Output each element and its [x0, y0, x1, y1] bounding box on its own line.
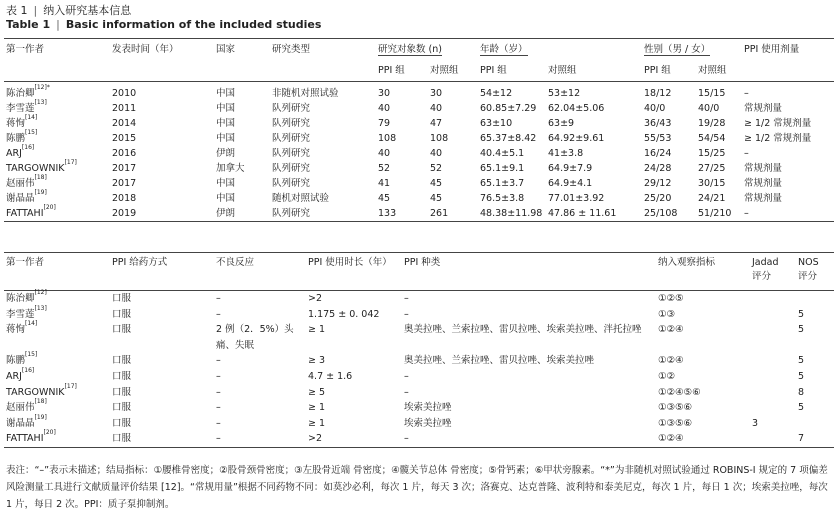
cell-route: 口服 [112, 293, 132, 304]
cell-route: 口服 [112, 308, 132, 320]
cell-route: 口服 [112, 386, 132, 398]
cell-n-ppi: 40 [378, 103, 391, 114]
cell-study-type: 队列研究 [272, 118, 311, 129]
cell-author: TARGOWNIK[17] [6, 382, 77, 398]
cell-sex-control: 15/15 [698, 88, 726, 99]
cell-study-type: 随机对照试验 [272, 193, 330, 204]
cell-author: 陈治卿[12] [6, 289, 47, 304]
cell-year: 2015 [112, 133, 137, 144]
cell-jadad [750, 400, 796, 416]
cell-age-ppi: 63±10 [480, 118, 513, 129]
cell-n-ppi: 45 [378, 193, 391, 204]
header-jadad: Jadad 评分 [752, 257, 779, 282]
cell-country: 伊朗 [216, 208, 236, 219]
cell-nos: 7 [798, 433, 805, 445]
cell-jadad [750, 369, 796, 385]
cell-duration: ≥ 1 [308, 324, 326, 336]
cell-study-type: 队列研究 [272, 133, 311, 144]
cell-author: 赵丽伟[18] [6, 398, 47, 414]
cell-outcome: ①②④ [658, 433, 684, 445]
cell-dose: ≥ 1/2 常规剂量 [744, 133, 812, 144]
table-row [4, 161, 834, 176]
table-label-en: Table 1 [6, 18, 51, 31]
cell-n-control: 30 [430, 88, 443, 99]
cell-country: 中国 [216, 178, 236, 189]
cell-route: 口服 [112, 417, 132, 429]
cell-year: 2011 [112, 103, 137, 114]
cell-jadad [750, 353, 796, 369]
cell-jadad [750, 431, 796, 447]
cell-n-ppi: 108 [378, 133, 397, 144]
intervention-table [4, 252, 834, 448]
cell-adverse: – [216, 308, 221, 320]
table-row [4, 82, 834, 102]
cell-study-type: 非随机对照试验 [272, 88, 339, 99]
cell-ppi-kind: 埃索美拉唑 [404, 417, 452, 429]
table-title-english [6, 18, 321, 31]
cell-age-ppi: 65.1±9.1 [480, 163, 525, 174]
cell-author: FATTAHI[20] [6, 204, 56, 219]
table-row [4, 101, 834, 116]
cell-sex-ppi: 24/28 [644, 163, 672, 174]
cell-duration: >2 [308, 293, 323, 304]
cell-route: 口服 [112, 402, 132, 414]
cell-dose: – [744, 148, 749, 159]
cell-author: ARJ[16] [6, 144, 35, 159]
cell-author: 谢晶晶[19] [6, 189, 47, 204]
citation-ref: [16] [21, 144, 35, 151]
cell-ppi-kind: – [404, 386, 409, 398]
table-row [4, 176, 834, 191]
cell-outcome: ①③⑤⑥ [658, 417, 693, 429]
cell-route: 口服 [112, 355, 132, 367]
cell-age-ppi: 65.1±3.7 [480, 178, 525, 189]
cell-duration: ≥ 5 [308, 386, 326, 398]
cell-sex-ppi: 36/43 [644, 118, 672, 129]
cell-study-type: 队列研究 [272, 148, 311, 159]
citation-ref: [13] [34, 304, 47, 312]
cell-dose: – [744, 88, 749, 99]
cell-route: 口服 [112, 433, 132, 445]
cell-duration: 1.175 ± 0. 042 [308, 308, 380, 320]
cell-ppi-kind: 埃索美拉唑 [404, 402, 452, 414]
cell-age-control: 77.01±3.92 [548, 193, 605, 204]
cell-n-ppi: 41 [378, 178, 391, 189]
cell-duration: >2 [308, 433, 323, 445]
cell-ppi-kind: – [404, 370, 409, 382]
cell-outcome: ①② [658, 370, 676, 382]
cell-sex-ppi: 18/12 [644, 88, 672, 99]
table-title-chinese [6, 2, 131, 18]
cell-nos: 5 [798, 355, 805, 367]
table-row [4, 191, 834, 206]
cell-study-type: 队列研究 [272, 163, 311, 174]
cell-age-ppi: 60.85±7.29 [480, 103, 537, 114]
cell-jadad: 3 [752, 417, 759, 429]
table-row [4, 116, 834, 131]
cell-study-type: 队列研究 [272, 208, 311, 219]
cell-year: 2014 [112, 118, 137, 129]
cell-year: 2010 [112, 88, 137, 99]
cell-author: 谢晶晶[19] [6, 413, 47, 429]
cell-ppi-kind: 奥美拉唑、兰索拉唑、雷贝拉唑、埃索美拉唑 [404, 355, 595, 367]
cell-nos: 5 [798, 308, 805, 320]
cell-sex-control: 30/15 [698, 178, 726, 189]
table-row [4, 416, 834, 432]
cell-age-ppi: 54±12 [480, 88, 513, 99]
cell-author: 赵丽伟[18] [6, 174, 47, 189]
citation-ref: [18] [34, 398, 47, 406]
cell-outcome: ①③⑤⑥ [658, 402, 693, 414]
table-row [4, 431, 834, 447]
citation-ref: [12]* [34, 84, 50, 91]
cell-adverse: – [216, 386, 221, 398]
cell-duration: 4.7 ± 1.6 [308, 370, 353, 382]
cell-dose: 常规剂量 [744, 103, 783, 114]
cell-year: 2017 [112, 178, 137, 189]
cell-n-control: 40 [430, 103, 443, 114]
citation-ref: [14] [25, 320, 38, 328]
cell-author: 陈鹏[15] [6, 129, 38, 144]
cell-outcome: ①②④ [658, 324, 684, 336]
cell-age-control: 64.9±4.1 [548, 178, 593, 189]
cell-adverse: – [216, 433, 221, 445]
cell-n-ppi: 30 [378, 88, 391, 99]
cell-age-control: 41±3.8 [548, 148, 584, 159]
cell-jadad [750, 322, 796, 353]
cell-sex-ppi: 55/53 [644, 133, 672, 144]
cell-n-control: 47 [430, 118, 443, 129]
citation-ref: [19] [34, 413, 47, 421]
cell-adverse: – [216, 355, 221, 367]
table-row [4, 146, 834, 161]
cell-outcome: ①②⑤ [658, 293, 684, 304]
header-sample-size: 研究对象数 (n) [378, 44, 442, 55]
header-ppi-group: PPI 组 [378, 65, 405, 76]
cell-dose: – [744, 208, 749, 219]
citation-ref: [20] [43, 204, 56, 211]
cell-route: 口服 [112, 370, 132, 382]
cell-n-control: 52 [430, 163, 443, 174]
cell-n-ppi: 40 [378, 148, 391, 159]
header-ppi-group: PPI 组 [644, 65, 671, 76]
cell-adverse: 2 例（2．5%）头痛、失眠 [216, 324, 294, 351]
cell-adverse: – [216, 402, 221, 414]
table-row [4, 322, 834, 353]
table-row [4, 206, 834, 222]
cell-age-control: 64.92±9.61 [548, 133, 605, 144]
cell-age-ppi: 65.37±8.42 [480, 133, 537, 144]
cell-author: 陈治卿$^{[12]*}$ [6, 84, 50, 99]
cell-age-ppi: 48.38±11.98 [480, 208, 543, 219]
header-country: 国家 [216, 44, 236, 55]
cell-duration: ≥ 1 [308, 402, 326, 414]
cell-sex-ppi: 40/0 [644, 103, 666, 114]
citation-ref: [15] [25, 129, 38, 136]
cell-nos [796, 416, 834, 432]
header-sex: 性别（男 / 女） [644, 44, 711, 55]
cell-author: 陈鹏[15] [6, 351, 38, 367]
cell-age-ppi: 76.5±3.8 [480, 193, 525, 204]
cell-country: 中国 [216, 88, 236, 99]
cell-nos: 5 [798, 402, 805, 414]
title-separator: | [56, 18, 60, 31]
cell-study-type: 队列研究 [272, 178, 311, 189]
header-route: PPI 给药方式 [112, 257, 168, 268]
cell-country: 中国 [216, 133, 236, 144]
cell-sex-control: 51/210 [698, 208, 732, 219]
cell-author: TARGOWNIK[17] [6, 159, 77, 174]
cell-adverse: – [216, 293, 221, 304]
cell-n-ppi: 79 [378, 118, 391, 129]
cell-dose: 常规剂量 [744, 193, 783, 204]
baseline-table [4, 38, 834, 222]
cell-study-type: 队列研究 [272, 103, 311, 114]
cell-jadad [750, 307, 796, 323]
cell-sex-control: 15/25 [698, 148, 726, 159]
cell-year: 2016 [112, 148, 137, 159]
cell-n-control: 45 [430, 193, 443, 204]
cell-jadad [750, 291, 796, 307]
header-dose: PPI 使用剂量 [744, 44, 800, 55]
cell-n-control: 108 [430, 133, 449, 144]
table-caption-en: Basic information of the included studies [65, 18, 322, 31]
cell-dose: 常规剂量 [744, 163, 783, 174]
cell-age-control: 47.86 ± 11.61 [548, 208, 617, 219]
cell-ppi-kind: 奥美拉唑、兰索拉唑、雷贝拉唑、埃索美拉唑、泮托拉唑 [404, 324, 642, 336]
cell-author: FATTAHI[20] [6, 429, 56, 445]
cell-sex-control: 19/28 [698, 118, 726, 129]
cell-route: 口服 [112, 324, 132, 336]
cell-n-ppi: 133 [378, 208, 397, 219]
table-row [4, 291, 834, 307]
cell-country: 中国 [216, 193, 236, 204]
cell-sex-control: 24/21 [698, 193, 726, 204]
cell-sex-control: 54/54 [698, 133, 726, 144]
header-ppi-group: PPI 组 [480, 65, 507, 76]
cell-sex-ppi: 25/108 [644, 208, 678, 219]
header-control-group: 对照组 [548, 65, 577, 76]
cell-sex-control: 27/25 [698, 163, 726, 174]
cell-duration: ≥ 3 [308, 355, 326, 367]
header-author: 第一作者 [6, 257, 45, 268]
table-row [4, 307, 834, 323]
cell-author: ARJ[16] [6, 366, 35, 382]
table-caption-cn: 纳入研究基本信息 [43, 4, 132, 17]
header-nos: NOS 评分 [798, 257, 819, 282]
table-row [4, 400, 834, 416]
header-duration: PPI 使用时长（年） [308, 257, 392, 268]
header-control-group: 对照组 [698, 65, 727, 76]
header-control-group: 对照组 [430, 65, 459, 76]
header-outcome: 纳入观察指标 [658, 257, 716, 268]
table-row [4, 353, 834, 369]
cell-nos [796, 291, 834, 307]
header-year: 发表时间（年） [112, 44, 179, 55]
cell-jadad [750, 385, 796, 401]
header-age: 年龄（岁） [480, 44, 528, 55]
citation-ref: [20] [43, 429, 56, 437]
cell-country: 加拿大 [216, 163, 245, 174]
cell-outcome: ①②④ [658, 355, 684, 367]
cell-sex-ppi: 29/12 [644, 178, 672, 189]
cell-nos: 5 [798, 324, 805, 336]
cell-n-control: 45 [430, 178, 443, 189]
cell-adverse: – [216, 370, 221, 382]
table-footnote: 表注：“–”表示未描述；结局指标：①腰椎骨密度；②股骨颈骨密度；③左股骨近端 骨密度；④髋关节总体 骨密度；⑤骨钙素；⑥甲状旁腺素。“*”为非随机对照试验通过 ROBINS-I 规定的 7 项偏差风险测量工具进行文献质量评价结果 [12]。“常规用量”根据不同药物不同：如莫沙必利，每次 1 片，每天 3 次；洛赛克、达克普隆、波利特和泰美尼克，每次 1 片，每日 1 次；埃索美拉唑，每次 1 片，每日 2 次。PPI：质子泵抑制剂。 [6, 465, 828, 510]
cell-author: 蒋恂[14] [6, 320, 38, 336]
cell-adverse: – [216, 417, 221, 429]
table-row [4, 131, 834, 146]
cell-age-control: 64.9±7.9 [548, 163, 593, 174]
cell-country: 伊朗 [216, 148, 236, 159]
cell-n-control: 40 [430, 148, 443, 159]
cell-sex-ppi: 25/20 [644, 193, 672, 204]
citation-ref: [17] [64, 382, 77, 390]
table-row [4, 385, 834, 401]
citation-ref: [12] [34, 289, 47, 296]
cell-dose: ≥ 1/2 常规剂量 [744, 118, 812, 129]
cell-nos: 8 [798, 386, 805, 398]
cell-year: 2019 [112, 208, 137, 219]
citation-ref: [14] [25, 114, 38, 121]
header-adverse: 不良反应 [216, 257, 255, 268]
cell-country: 中国 [216, 118, 236, 129]
cell-nos: 5 [798, 370, 805, 382]
cell-dose: 常规剂量 [744, 178, 783, 189]
cell-age-ppi: 40.4±5.1 [480, 148, 525, 159]
cell-ppi-kind: – [404, 433, 409, 445]
cell-age-control: 53±12 [548, 88, 581, 99]
header-study-type: 研究类型 [272, 44, 311, 55]
cell-author: 李雪莲[13] [6, 304, 47, 320]
citation-ref: [17] [64, 159, 77, 166]
cell-sex-ppi: 16/24 [644, 148, 672, 159]
cell-author: 李雪莲[13] [6, 99, 47, 114]
cell-country: 中国 [216, 103, 236, 114]
table-label-cn: 表 1 [6, 4, 28, 17]
cell-outcome: ①②④⑤⑥ [658, 386, 701, 398]
cell-n-ppi: 52 [378, 163, 391, 174]
cell-year: 2018 [112, 193, 137, 204]
header-ppi-kind: PPI 种类 [404, 257, 441, 268]
cell-year: 2017 [112, 163, 137, 174]
cell-n-control: 261 [430, 208, 449, 219]
citation-ref: [15] [25, 351, 38, 359]
cell-ppi-kind: – [404, 293, 409, 304]
cell-age-control: 62.04±5.06 [548, 103, 605, 114]
header-author: 第一作者 [6, 44, 45, 55]
citation-ref: [16] [21, 366, 35, 374]
cell-age-control: 63±9 [548, 118, 575, 129]
cell-ppi-kind: – [404, 308, 409, 320]
cell-duration: ≥ 1 [308, 417, 326, 429]
cell-author: 蒋恂[14] [6, 114, 38, 129]
title-separator: | [33, 4, 38, 17]
table-row [4, 369, 834, 385]
cell-outcome: ①③ [658, 308, 676, 320]
citation-ref: [18] [34, 174, 47, 181]
citation-ref: [19] [34, 189, 47, 196]
citation-ref: [13] [34, 99, 47, 106]
cell-sex-control: 40/0 [698, 103, 720, 114]
